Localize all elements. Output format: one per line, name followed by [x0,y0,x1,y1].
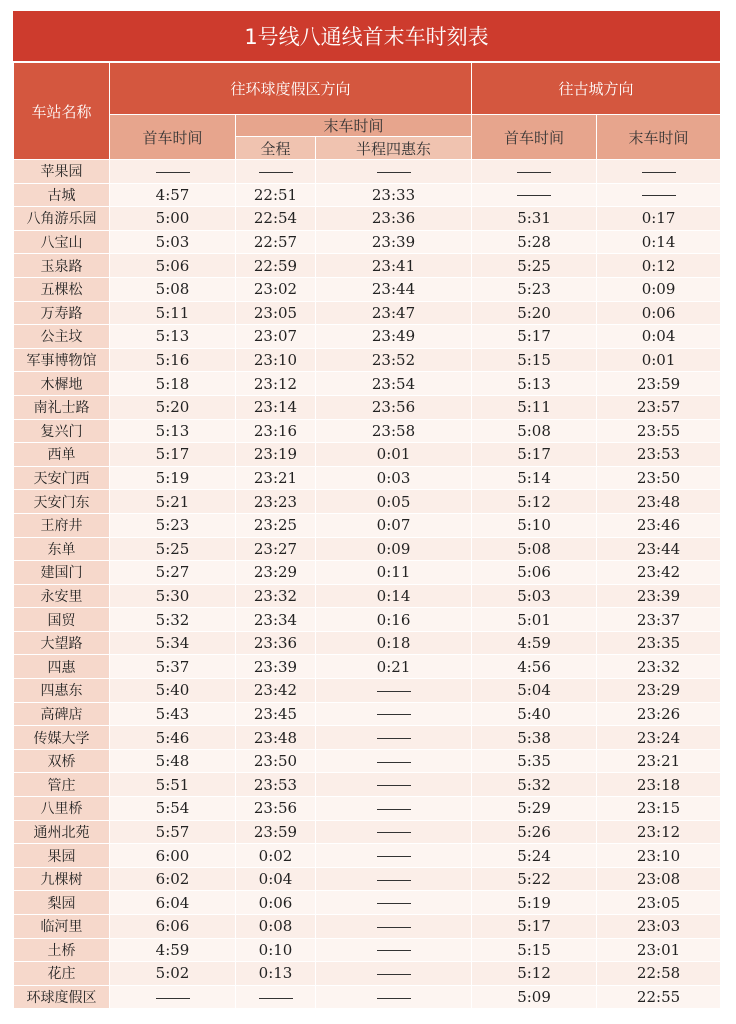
d2-first-time: 5:29 [472,797,597,821]
d1-first-time: 5:13 [110,325,236,349]
table-row [14,702,721,726]
d2-first-time: 5:38 [472,726,597,750]
d1-last-full: 23:39 [236,655,316,679]
table-row [14,749,721,773]
d1-last-full: 22:57 [236,230,316,254]
d2-last-time: 23:42 [597,561,721,585]
d1-first-time: 5:18 [110,372,236,396]
d2-first-time: 5:19 [472,891,597,915]
station-name: 通州北苑 [14,820,110,844]
d1-last-full: 0:04 [236,867,316,891]
d2-first-time: 5:31 [472,207,597,231]
station-name: 复兴门 [14,419,110,443]
table-row [14,561,721,585]
d1-last-full: 23:45 [236,702,316,726]
d2-first-time: 5:12 [472,962,597,986]
table-row [14,938,721,962]
d1-last-half [316,962,472,986]
d1-first-time: 5:34 [110,631,236,655]
d2-last-time: 23:32 [597,655,721,679]
table-row [14,230,721,254]
d2-first-time: 5:01 [472,608,597,632]
table-row [14,395,721,419]
dash-placeholder [377,809,411,810]
d1-first-time [110,985,236,1009]
d2-last-time: 23:10 [597,844,721,868]
d1-last-half: 23:47 [316,301,472,325]
d1-last-full: 23:25 [236,513,316,537]
d1-last-full: 23:19 [236,443,316,467]
d2-last-time: 23:53 [597,443,721,467]
dash-placeholder [377,927,411,928]
d1-first-time: 5:20 [110,395,236,419]
d1-first-time: 5:03 [110,230,236,254]
table-row [14,608,721,632]
d1-last-half: 23:36 [316,207,472,231]
d2-first-time: 5:12 [472,490,597,514]
table-row [14,348,721,372]
d2-first-time: 5:09 [472,985,597,1009]
station-name: 万寿路 [14,301,110,325]
d1-last-half [316,915,472,939]
d1-last-full: 0:13 [236,962,316,986]
d1-last-full: 23:02 [236,277,316,301]
table-row [14,466,721,490]
timetable-title: 1号线八通线首末车时刻表 [13,11,720,62]
d1-first-time: 6:00 [110,844,236,868]
d1-last-half: 0:18 [316,631,472,655]
d2-last-time: 23:12 [597,820,721,844]
header-d2-last: 末车时间 [597,115,721,160]
station-name: 果园 [14,844,110,868]
dash-placeholder [259,172,293,173]
d1-last-full: 23:07 [236,325,316,349]
d1-last-half [316,749,472,773]
table-row [14,820,721,844]
d2-last-time: 23:26 [597,702,721,726]
d1-last-half: 0:16 [316,608,472,632]
d1-first-time: 5:46 [110,726,236,750]
d2-last-time: 23:29 [597,679,721,703]
d2-first-time: 5:24 [472,844,597,868]
d1-last-full: 23:56 [236,797,316,821]
header-d1-half: 半程四惠东 [316,137,472,160]
d2-last-time: 23:01 [597,938,721,962]
d1-first-time: 6:02 [110,867,236,891]
timetable-container [13,11,720,1009]
dash-placeholder [377,832,411,833]
d2-last-time: 0:12 [597,254,721,278]
d1-last-half: 0:01 [316,443,472,467]
station-name: 木樨地 [14,372,110,396]
station-name: 苹果园 [14,160,110,184]
d1-last-half: 23:39 [316,230,472,254]
d2-last-time: 23:21 [597,749,721,773]
d2-last-time: 0:09 [597,277,721,301]
d1-last-half [316,891,472,915]
d2-last-time: 23:37 [597,608,721,632]
timetable [13,62,721,1009]
table-row [14,655,721,679]
dash-placeholder [377,691,411,692]
d1-last-full [236,985,316,1009]
d2-last-time: 0:17 [597,207,721,231]
d2-first-time [472,160,597,184]
dash-placeholder [642,172,676,173]
d2-first-time: 5:08 [472,537,597,561]
d1-last-full: 23:14 [236,395,316,419]
station-name: 四惠东 [14,679,110,703]
d2-first-time: 5:14 [472,466,597,490]
d2-last-time: 23:44 [597,537,721,561]
d2-first-time: 5:40 [472,702,597,726]
d2-last-time: 23:03 [597,915,721,939]
dash-placeholder [156,998,190,999]
d1-last-half: 0:11 [316,561,472,585]
d1-first-time: 5:16 [110,348,236,372]
dash-placeholder [377,950,411,951]
table-row [14,915,721,939]
table-row [14,773,721,797]
d1-last-half: 0:21 [316,655,472,679]
table-row [14,513,721,537]
d1-first-time: 4:57 [110,183,236,207]
dash-placeholder [642,195,676,196]
d2-last-time: 23:50 [597,466,721,490]
d2-first-time: 5:08 [472,419,597,443]
d2-last-time: 23:15 [597,797,721,821]
d2-first-time: 5:04 [472,679,597,703]
dash-placeholder [377,738,411,739]
dash-placeholder [259,998,293,999]
d1-last-full: 23:59 [236,820,316,844]
d1-first-time: 6:06 [110,915,236,939]
dash-placeholder [377,974,411,975]
station-name: 高碑店 [14,702,110,726]
d1-last-full: 23:48 [236,726,316,750]
station-name: 东单 [14,537,110,561]
d1-last-half: 23:33 [316,183,472,207]
dash-placeholder [377,785,411,786]
d2-first-time: 5:15 [472,348,597,372]
d1-first-time: 5:00 [110,207,236,231]
d1-first-time: 5:17 [110,443,236,467]
table-row [14,797,721,821]
station-name: 天安门东 [14,490,110,514]
station-name: 大望路 [14,631,110,655]
station-name: 八里桥 [14,797,110,821]
station-name: 五棵松 [14,277,110,301]
d1-last-half: 23:52 [316,348,472,372]
station-name: 四惠 [14,655,110,679]
d1-last-full: 23:16 [236,419,316,443]
table-row [14,584,721,608]
table-row [14,372,721,396]
table-row [14,183,721,207]
dash-placeholder [517,195,551,196]
d1-first-time: 5:40 [110,679,236,703]
d2-last-time [597,160,721,184]
d2-first-time: 5:22 [472,867,597,891]
d2-first-time [472,183,597,207]
station-name: 管庄 [14,773,110,797]
station-name: 永安里 [14,584,110,608]
d1-last-half [316,820,472,844]
d2-last-time: 0:04 [597,325,721,349]
station-name: 公主坟 [14,325,110,349]
d2-last-time: 22:55 [597,985,721,1009]
station-name: 土桥 [14,938,110,962]
d1-first-time: 5:06 [110,254,236,278]
d2-last-time: 23:35 [597,631,721,655]
d1-last-half: 0:14 [316,584,472,608]
d1-last-half: 23:49 [316,325,472,349]
station-name: 临河里 [14,915,110,939]
dash-placeholder [517,172,551,173]
d1-last-half [316,160,472,184]
d1-first-time: 5:25 [110,537,236,561]
d2-last-time: 0:01 [597,348,721,372]
station-name: 八角游乐园 [14,207,110,231]
d1-last-half: 0:03 [316,466,472,490]
table-row [14,962,721,986]
d1-last-full: 23:36 [236,631,316,655]
d2-first-time: 5:17 [472,325,597,349]
d2-last-time: 23:55 [597,419,721,443]
d1-first-time: 5:54 [110,797,236,821]
station-name: 双桥 [14,749,110,773]
table-row [14,490,721,514]
d2-first-time: 5:35 [472,749,597,773]
d1-last-full: 23:05 [236,301,316,325]
d2-last-time [597,183,721,207]
d1-last-half [316,985,472,1009]
d1-last-full: 23:50 [236,749,316,773]
d2-first-time: 5:17 [472,443,597,467]
station-name: 古城 [14,183,110,207]
header-d1-full: 全程 [236,137,316,160]
header-d1-last: 末车时间 [236,115,472,137]
d1-last-half: 23:54 [316,372,472,396]
station-name: 梨园 [14,891,110,915]
station-name: 南礼士路 [14,395,110,419]
d1-first-time: 5:27 [110,561,236,585]
d1-last-full: 23:12 [236,372,316,396]
d2-last-time: 23:59 [597,372,721,396]
d1-last-half [316,679,472,703]
station-name: 军事博物馆 [14,348,110,372]
d1-first-time: 5:08 [110,277,236,301]
dash-placeholder [377,172,411,173]
d1-last-full: 23:29 [236,561,316,585]
d2-first-time: 5:32 [472,773,597,797]
d1-last-full: 0:06 [236,891,316,915]
table-row [14,254,721,278]
d2-last-time: 23:57 [597,395,721,419]
table-row [14,443,721,467]
d1-last-full: 0:02 [236,844,316,868]
d1-last-half: 23:41 [316,254,472,278]
d1-last-full: 0:10 [236,938,316,962]
d1-last-half [316,797,472,821]
d2-first-time: 4:56 [472,655,597,679]
d1-last-half: 0:09 [316,537,472,561]
d1-last-half [316,773,472,797]
d1-last-full: 23:32 [236,584,316,608]
d1-first-time [110,160,236,184]
d1-last-full: 23:27 [236,537,316,561]
d2-first-time: 4:59 [472,631,597,655]
dash-placeholder [377,856,411,857]
d1-first-time: 5:48 [110,749,236,773]
d1-last-half [316,844,472,868]
d1-last-full: 23:42 [236,679,316,703]
d1-last-full: 23:34 [236,608,316,632]
header-d1-first: 首车时间 [110,115,236,160]
d1-last-full: 0:08 [236,915,316,939]
table-row [14,325,721,349]
d2-first-time: 5:10 [472,513,597,537]
d1-last-full: 23:53 [236,773,316,797]
d2-first-time: 5:25 [472,254,597,278]
header-direction-gucheng: 往古城方向 [472,63,721,115]
dash-placeholder [156,172,190,173]
dash-placeholder [377,998,411,999]
station-name: 九棵树 [14,867,110,891]
station-name: 玉泉路 [14,254,110,278]
d1-first-time: 5:37 [110,655,236,679]
d1-last-full: 22:59 [236,254,316,278]
table-row [14,301,721,325]
d1-first-time: 6:04 [110,891,236,915]
d1-last-half: 0:07 [316,513,472,537]
station-name: 王府井 [14,513,110,537]
d2-first-time: 5:03 [472,584,597,608]
d2-first-time: 5:20 [472,301,597,325]
d2-last-time: 0:14 [597,230,721,254]
d2-last-time: 22:58 [597,962,721,986]
d2-last-time: 23:05 [597,891,721,915]
d2-last-time: 0:06 [597,301,721,325]
station-name: 国贸 [14,608,110,632]
station-name: 建国门 [14,561,110,585]
d1-first-time: 5:19 [110,466,236,490]
d1-first-time: 5:13 [110,419,236,443]
d2-last-time: 23:46 [597,513,721,537]
d1-last-half: 0:05 [316,490,472,514]
dash-placeholder [377,714,411,715]
d1-first-time: 5:11 [110,301,236,325]
table-row [14,631,721,655]
table-row [14,985,721,1009]
d1-first-time: 5:43 [110,702,236,726]
dash-placeholder [377,903,411,904]
d1-last-half [316,938,472,962]
d2-first-time: 5:13 [472,372,597,396]
station-name: 天安门西 [14,466,110,490]
header-d2-first: 首车时间 [472,115,597,160]
d2-last-time: 23:18 [597,773,721,797]
table-row [14,867,721,891]
d1-first-time: 5:51 [110,773,236,797]
table-row [14,207,721,231]
d2-first-time: 5:26 [472,820,597,844]
d1-last-half: 23:58 [316,419,472,443]
d1-first-time: 5:57 [110,820,236,844]
timetable-body [14,160,721,1009]
d1-last-full: 23:21 [236,466,316,490]
d1-last-full: 23:23 [236,490,316,514]
header-direction-universal: 往环球度假区方向 [110,63,472,115]
station-name: 西单 [14,443,110,467]
d1-first-time: 4:59 [110,938,236,962]
table-row [14,537,721,561]
d1-last-half [316,702,472,726]
d1-last-full: 22:51 [236,183,316,207]
station-name: 传媒大学 [14,726,110,750]
d2-last-time: 23:24 [597,726,721,750]
table-row [14,160,721,184]
d2-last-time: 23:39 [597,584,721,608]
d1-first-time: 5:30 [110,584,236,608]
d1-first-time: 5:02 [110,962,236,986]
table-row [14,277,721,301]
d2-first-time: 5:06 [472,561,597,585]
d2-last-time: 23:08 [597,867,721,891]
d2-first-time: 5:17 [472,915,597,939]
dash-placeholder [377,880,411,881]
d2-last-time: 23:48 [597,490,721,514]
table-row [14,726,721,750]
table-row [14,891,721,915]
table-row [14,419,721,443]
station-name: 八宝山 [14,230,110,254]
station-name: 环球度假区 [14,985,110,1009]
d1-last-full [236,160,316,184]
station-name: 花庄 [14,962,110,986]
d2-first-time: 5:23 [472,277,597,301]
d1-last-half: 23:56 [316,395,472,419]
d2-first-time: 5:28 [472,230,597,254]
table-row [14,679,721,703]
d1-first-time: 5:21 [110,490,236,514]
dash-placeholder [377,762,411,763]
header-station: 车站名称 [14,63,110,160]
d2-first-time: 5:15 [472,938,597,962]
d1-last-half [316,867,472,891]
table-row [14,844,721,868]
d1-last-full: 22:54 [236,207,316,231]
d1-first-time: 5:23 [110,513,236,537]
d1-last-half [316,726,472,750]
d1-last-full: 23:10 [236,348,316,372]
d1-last-half: 23:44 [316,277,472,301]
d1-first-time: 5:32 [110,608,236,632]
d2-first-time: 5:11 [472,395,597,419]
